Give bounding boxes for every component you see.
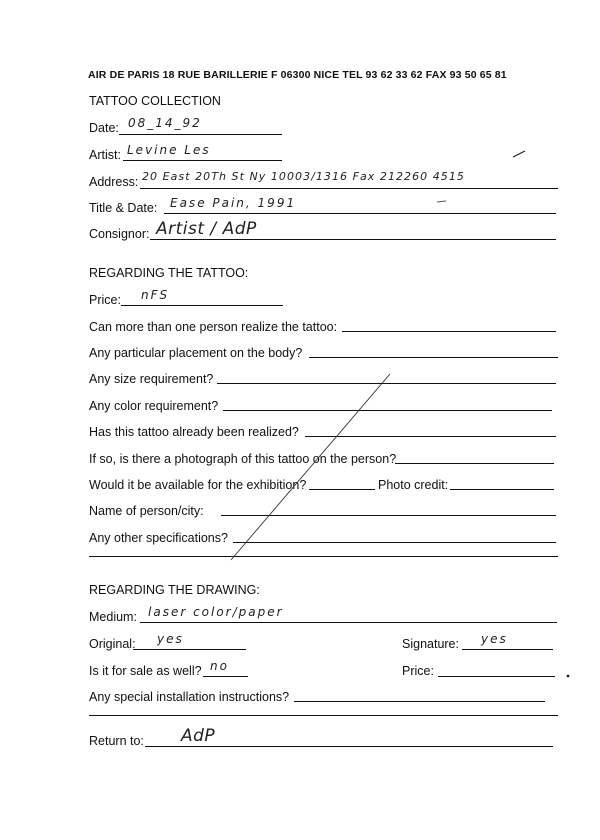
q-photograph: If so, is there a photograph of this tattoo on the person? bbox=[89, 452, 397, 466]
q-installation: Any special installation instructions? bbox=[89, 690, 290, 704]
for-sale-label: Is it for sale as well? bbox=[89, 664, 202, 678]
medium-label: Medium: bbox=[89, 610, 137, 624]
dash-mark bbox=[437, 201, 446, 202]
dot-mark bbox=[567, 675, 570, 678]
address-value: 20 East 20Th St Ny 10003/1316 Fax 212260 4515 bbox=[142, 170, 465, 183]
date-label: Date: bbox=[89, 121, 119, 135]
form-title: TATTOO COLLECTION bbox=[89, 94, 221, 108]
q-realized: Has this tattoo already been realized? bbox=[89, 425, 299, 439]
q-name-city: Name of person/city: bbox=[89, 504, 204, 518]
q-exhibition: Would it be available for the exhibition? bbox=[89, 478, 307, 492]
signature-value: yes bbox=[481, 632, 508, 646]
q-size: Any size requirement? bbox=[89, 372, 214, 386]
date-value: 08_14_92 bbox=[128, 116, 202, 130]
q-more-than-one-person: Can more than one person realize the tattoo: bbox=[89, 320, 338, 334]
q-other-specifications: Any other specifications? bbox=[89, 531, 228, 545]
artist-value: Levine Les bbox=[127, 143, 211, 157]
letterhead: AIR DE PARIS 18 RUE BARILLERIE F 06300 NICE TEL 93 62 33 62 FAX 93 50 65 81 bbox=[88, 69, 507, 81]
q-placement: Any particular placement on the body? bbox=[89, 346, 303, 360]
q-color: Any color requirement? bbox=[89, 399, 219, 413]
return-to-label: Return to: bbox=[89, 734, 144, 748]
for-sale-value: no bbox=[210, 659, 229, 673]
title-date-value: Ease Pain, 1991 bbox=[170, 196, 297, 210]
return-to-value: AdP bbox=[181, 726, 216, 746]
photo-credit-label: Photo credit: bbox=[378, 478, 449, 492]
tattoo-section-heading: REGARDING THE TATTOO: bbox=[89, 266, 249, 280]
consignor-label: Consignor: bbox=[89, 227, 150, 241]
title-date-label: Title & Date: bbox=[89, 201, 158, 215]
price-label: Price: bbox=[89, 293, 121, 307]
tick-mark bbox=[513, 151, 525, 157]
consignor-value: Artist / AdP bbox=[156, 219, 257, 239]
original-label: Original: bbox=[89, 637, 136, 651]
artist-label: Artist: bbox=[89, 148, 121, 162]
original-value: yes bbox=[157, 632, 184, 646]
price-value: nFS bbox=[141, 288, 170, 302]
diagonal-strike-line bbox=[231, 374, 390, 560]
signature-label: Signature: bbox=[402, 637, 459, 651]
address-label: Address: bbox=[89, 175, 139, 189]
drawing-section-heading: REGARDING THE DRAWING: bbox=[89, 583, 260, 597]
drawing-price-label: Price: bbox=[402, 664, 434, 678]
medium-value: laser color/paper bbox=[148, 605, 284, 619]
